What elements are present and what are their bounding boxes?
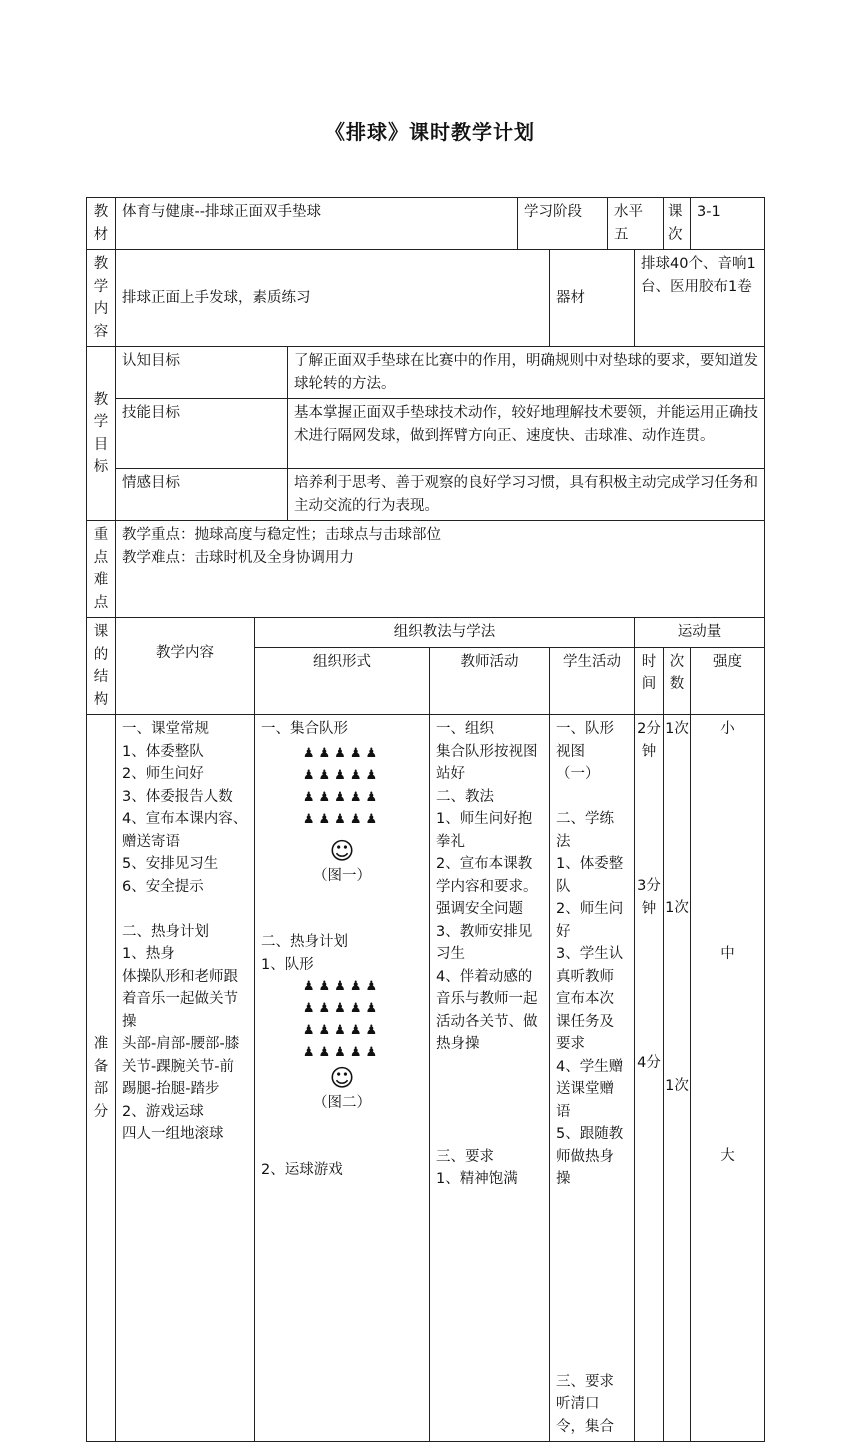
goals-label: 教 学 目 标 [87,347,116,521]
lesson-value: 3-1 [691,198,765,250]
time-value: 3分钟 [637,878,661,917]
count-value: 1次 [665,1078,689,1094]
goal-text: 了解正面双手垫球在比赛中的作用，明确规则中对垫球的要求，要知道发球轮转的方法。 [288,347,765,399]
intensity-header: 强度 [691,647,765,714]
equipment-label: 器材 [550,250,635,347]
count-header: 次数 [664,647,691,714]
content-value: 排球正面上手发球，素质练习 [116,250,550,347]
goal-name: 情感目标 [116,469,288,521]
person-row: ♟♟♟♟♟ [302,1023,382,1038]
prep-intensity [691,715,765,1442]
methods-header: 组织教法与学法 [255,618,635,648]
prep-count [664,715,691,1442]
structure-label: 课 的 结 构 [87,618,116,715]
page-title: 《排球》课时教学计划 [325,120,535,144]
prep-form [255,715,430,1442]
intensity-value: 大 [720,1148,735,1164]
person-row: ♟♟♟♟♟ [302,1045,382,1060]
count-value: 1次 [665,721,689,737]
student-header: 学生活动 [550,647,635,714]
prep-content: 一、课堂常规 1、体委整队 2、师生问好 3、体委报告人数 4、宣布本课内容、赠送寄语 5、安排见习生 6、安全提示 二、热身计划 1、热身 体操队形和老师跟着音乐一起做关节操 头部-肩部-腰部-膝关节-踝腕关节-前踢腿-抬腿-踏步 2、游戏运球 四人一组地滚球 [116,715,255,1442]
time-value: 2分钟 [637,721,661,760]
prep-student [550,715,635,1442]
goal-text: 培养利于思考、善于观察的良好学习习惯，具有积极主动完成学习任务和主动交流的行为表现。 [288,469,765,521]
prep-teacher [430,715,550,1442]
teacher-smiley-icon: ☺ [329,1064,355,1092]
form-subtitle: 1、队形 [261,956,314,973]
stage-label: 学习阶段 [518,198,608,250]
content-header: 教学内容 [116,618,255,715]
formation-grid [261,976,423,1064]
goal-text: 基本掌握正面双手垫球技术动作，较好地理解技术要领，并能运用正确技术进行隔网发球，做到挥臂方向正、速度快、击球准、动作连贯。 [288,399,765,469]
load-header: 运动量 [635,618,765,648]
jiaocai-label: 教 材 [87,198,116,250]
count-value: 1次 [665,899,689,916]
figure-caption: （图二） [313,1095,371,1111]
person-row: ♟♟♟♟♟ [302,767,382,783]
key-point: 教学重点：抛球高度与稳定性；击球点与击球部位 [122,527,441,543]
teacher-requirement: 三、要求 1、精神饱满 [436,1148,518,1187]
person-row: ♟♟♟♟♟ [302,811,382,827]
time-header: 时间 [635,647,664,714]
keypoints-label: 重 点 难 点 [87,521,116,618]
difficult-point: 教学难点：击球时机及全身协调用力 [122,549,354,566]
teacher-smiley-icon: ☺ [329,836,355,865]
form-title: 2、运球游戏 [261,1161,343,1178]
prep-time [635,715,664,1442]
student-activity: 一、队形视图（一） 二、学练法 1、体委整队 2、师生问好 3、学生认真听教师宣布本次课任务及要求 4、学生赠送课堂赠语 5、跟随教师做热身操 [556,721,624,1187]
form-title: 一、集合队形 [261,721,348,737]
prep-label: 准 备 部 分 [87,715,116,1442]
intensity-value: 中 [720,945,735,962]
stage-value: 水平五 [608,198,664,250]
person-row: ♟♟♟♟♟ [302,979,382,994]
jiaocai-value: 体育与健康--排球正面双手垫球 [116,198,518,250]
student-requirement: 三、要求 听清口令，集合 [556,1373,615,1435]
intensity-value: 小 [720,721,735,737]
equipment-value: 排球40个、音响1台、医用胶布1卷 [635,250,765,347]
formation-grid [261,743,423,831]
lesson-label: 课次 [664,198,691,250]
form-header: 组织形式 [255,647,430,714]
content-label: 教 学 内 容 [87,250,116,347]
goal-name: 认知目标 [116,347,288,399]
person-row: ♟♟♟♟♟ [302,789,382,805]
person-row: ♟♟♟♟♟ [302,745,382,761]
person-row: ♟♟♟♟♟ [302,1001,382,1016]
teacher-header: 教师活动 [430,647,550,714]
teacher-activity: 一、组织 集合队形按视图站好 二、教法 1、师生问好抱拳礼 2、宣布本课教学内容和要求。强调安全问题 3、教师安排见习生 4、伴着动感的音乐与教师一起活动各关节、做热身操 [436,721,538,1052]
form-title: 二、热身计划 [261,934,348,950]
goal-name: 技能目标 [116,399,288,469]
time-value: 4分 [637,1055,661,1071]
lesson-plan-table [86,197,765,1442]
figure-caption: （图一） [313,867,371,884]
